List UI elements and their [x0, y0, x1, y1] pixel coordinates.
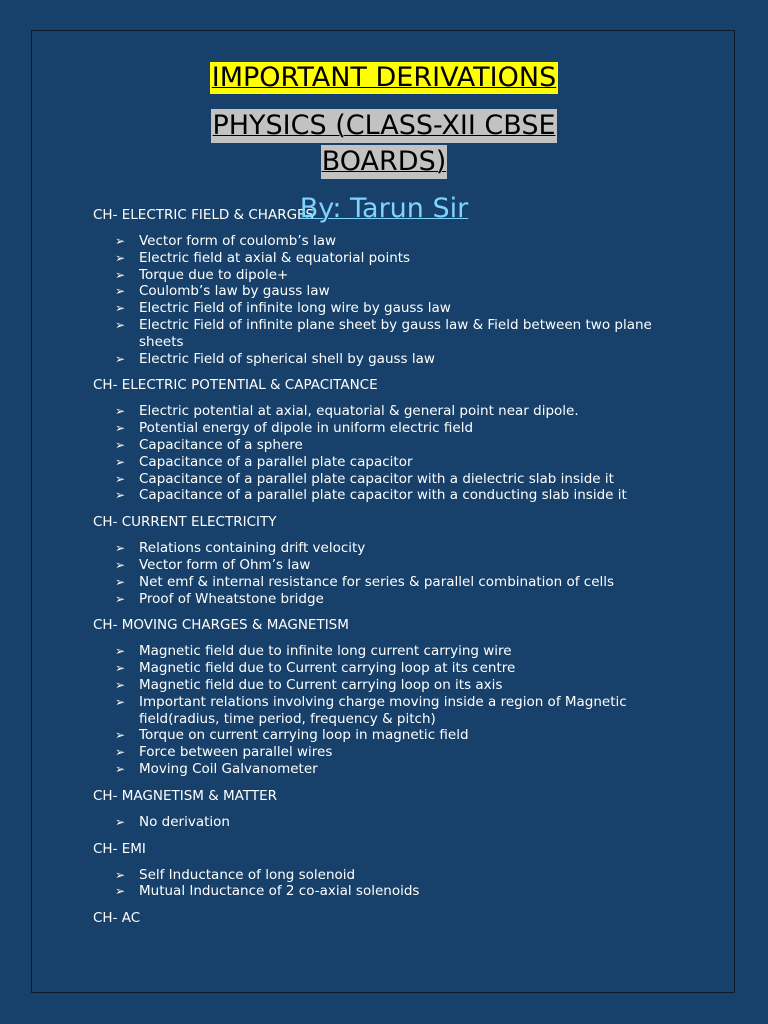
- list-item-text: Capacitance of a parallel plate capacitor: [139, 453, 413, 470]
- list-item-text: Electric Field of spherical shell by gauss law: [139, 350, 435, 367]
- arrow-bullet-icon: ➢: [115, 541, 126, 556]
- list-item: [115, 590, 693, 608]
- list-item: [115, 573, 693, 591]
- document-title-text: IMPORTANT DERIVATIONS: [211, 62, 557, 93]
- list-item: [115, 453, 693, 471]
- arrow-bullet-icon: ➢: [115, 677, 126, 692]
- arrow-bullet-icon: ➢: [115, 728, 126, 743]
- list-item: [115, 676, 693, 694]
- chapter-heading: CH- AC: [93, 910, 141, 927]
- list-item-text: Capacitance of a parallel plate capacitor with a conducting slab inside it: [139, 487, 627, 504]
- list-item-text: No derivation: [139, 813, 230, 830]
- chapter-heading: CH- ELECTRIC FIELD & CHARGES: [93, 207, 315, 223]
- list-item: [115, 643, 693, 660]
- arrow-bullet-icon: ➢: [115, 884, 126, 899]
- list-item-text: Electric Field of infinite plane sheet by gauss law & Field between two plane sheets: [139, 316, 652, 350]
- list-item-text: Capacitance of a sphere: [139, 436, 303, 453]
- list-item: [115, 487, 693, 504]
- list-item-text: Net emf & internal resistance for series & parallel combination of cells: [139, 573, 615, 590]
- chapter-section: [93, 787, 693, 831]
- arrow-bullet-icon: ➢: [115, 574, 126, 589]
- arrow-bullet-icon: ➢: [115, 557, 126, 572]
- chapter-list: [93, 206, 693, 927]
- subtitle-line-2-text: BOARDS): [321, 146, 447, 177]
- chapter-section: [93, 909, 693, 927]
- list-item: [115, 403, 693, 420]
- arrow-bullet-icon: ➢: [115, 301, 126, 316]
- list-item-text: Torque due to dipole+: [139, 266, 289, 283]
- list-item: [115, 300, 693, 317]
- document-subtitle-line-2: [0, 145, 768, 179]
- arrow-bullet-icon: ➢: [115, 421, 126, 436]
- chapter-section: [93, 840, 693, 901]
- list-item: [115, 436, 693, 454]
- list-item-text: Mutual Inductance of 2 co-axial solenoids: [139, 883, 420, 900]
- list-item: [115, 556, 693, 574]
- arrow-bullet-icon: ➢: [115, 284, 126, 299]
- list-item-text: Capacitance of a parallel plate capacitor with a dielectric slab inside it: [139, 470, 614, 487]
- list-item: [115, 470, 693, 488]
- list-item-text: Self Inductance of long solenoid: [139, 866, 356, 883]
- list-item-text: Important relations involving charge moving inside a region of Magnetic field(radius, time period, frequency & pitch): [139, 693, 627, 727]
- list-item: [115, 316, 693, 351]
- list-item-text: Torque on current carrying loop in magnetic field: [139, 727, 469, 744]
- author-text: By: Tarun Sir: [299, 193, 469, 224]
- list-item-text: Proof of Wheatstone bridge: [139, 590, 324, 607]
- derivation-list: [93, 814, 693, 831]
- list-item: [115, 813, 693, 831]
- list-item-text: Electric field at axial & equatorial points: [139, 249, 411, 266]
- chapter-heading: CH- EMI: [93, 840, 146, 857]
- list-item-text: Vector form of coulomb’s law: [139, 233, 337, 249]
- chapter-heading: CH- MAGNETISM & MATTER: [93, 787, 278, 804]
- arrow-bullet-icon: ➢: [115, 745, 126, 760]
- arrow-bullet-icon: ➢: [115, 488, 126, 503]
- arrow-bullet-icon: ➢: [115, 454, 126, 469]
- arrow-bullet-icon: ➢: [115, 814, 126, 829]
- chapter-heading: CH- MOVING CHARGES & MAGNETISM: [93, 617, 349, 634]
- list-item-text: Magnetic field due to Current carrying loop on its axis: [139, 676, 503, 693]
- arrow-bullet-icon: ➢: [115, 644, 126, 659]
- list-item: [115, 350, 693, 368]
- list-item: [115, 727, 693, 744]
- derivation-list: [93, 403, 693, 504]
- derivation-list: [93, 540, 693, 607]
- list-item: [115, 420, 693, 437]
- arrow-bullet-icon: ➢: [115, 694, 126, 709]
- list-item: [115, 883, 693, 900]
- chapter-section: [93, 513, 693, 607]
- list-item: [115, 540, 693, 557]
- derivation-list: [93, 867, 693, 901]
- arrow-bullet-icon: ➢: [115, 250, 126, 265]
- list-item: [115, 249, 693, 267]
- chapter-heading: CH- ELECTRIC POTENTIAL & CAPACITANCE: [93, 377, 378, 394]
- derivation-list: [93, 643, 693, 777]
- list-item-text: Electric potential at axial, equatorial & general point near dipole.: [139, 403, 579, 420]
- list-item-text: Potential energy of dipole in uniform electric field: [139, 420, 474, 437]
- list-item: [115, 283, 693, 300]
- arrow-bullet-icon: ➢: [115, 351, 126, 366]
- arrow-bullet-icon: ➢: [115, 661, 126, 676]
- arrow-bullet-icon: ➢: [115, 591, 126, 606]
- list-item-text: Vector form of Ohm’s law: [139, 556, 311, 573]
- list-item-text: Force between parallel wires: [139, 744, 333, 761]
- chapter-section: [93, 206, 693, 367]
- arrow-bullet-icon: ➢: [115, 867, 126, 882]
- list-item-text: Magnetic field due to infinite long current carrying wire: [139, 643, 512, 660]
- document-title: [0, 62, 768, 94]
- arrow-bullet-icon: ➢: [115, 234, 126, 248]
- author-line: [0, 193, 768, 225]
- arrow-bullet-icon: ➢: [115, 761, 126, 776]
- list-item: [115, 693, 693, 728]
- document-subtitle-line-1: [0, 109, 768, 143]
- list-item-text: Magnetic field due to Current carrying loop at its centre: [139, 660, 516, 677]
- list-item: [115, 760, 693, 778]
- derivation-list: [93, 233, 693, 367]
- list-item-text: Relations containing drift velocity: [139, 540, 366, 557]
- subtitle-line-1-text: PHYSICS (CLASS-XII CBSE: [212, 110, 556, 141]
- chapter-section: [93, 616, 693, 777]
- chapter-section: [93, 376, 693, 504]
- list-item-text: Moving Coil Galvanometer: [139, 760, 318, 777]
- chapter-heading: CH- CURRENT ELECTRICITY: [93, 514, 277, 531]
- list-item: [115, 660, 693, 677]
- arrow-bullet-icon: ➢: [115, 404, 126, 419]
- arrow-bullet-icon: ➢: [115, 471, 126, 486]
- list-item-text: Coulomb’s law by gauss law: [139, 283, 330, 300]
- arrow-bullet-icon: ➢: [115, 317, 126, 332]
- list-item: [115, 866, 693, 884]
- arrow-bullet-icon: ➢: [115, 437, 126, 452]
- list-item: [115, 266, 693, 284]
- list-item: [115, 233, 693, 250]
- list-item-text: Electric Field of infinite long wire by gauss law: [139, 300, 451, 317]
- arrow-bullet-icon: ➢: [115, 267, 126, 282]
- list-item: [115, 744, 693, 761]
